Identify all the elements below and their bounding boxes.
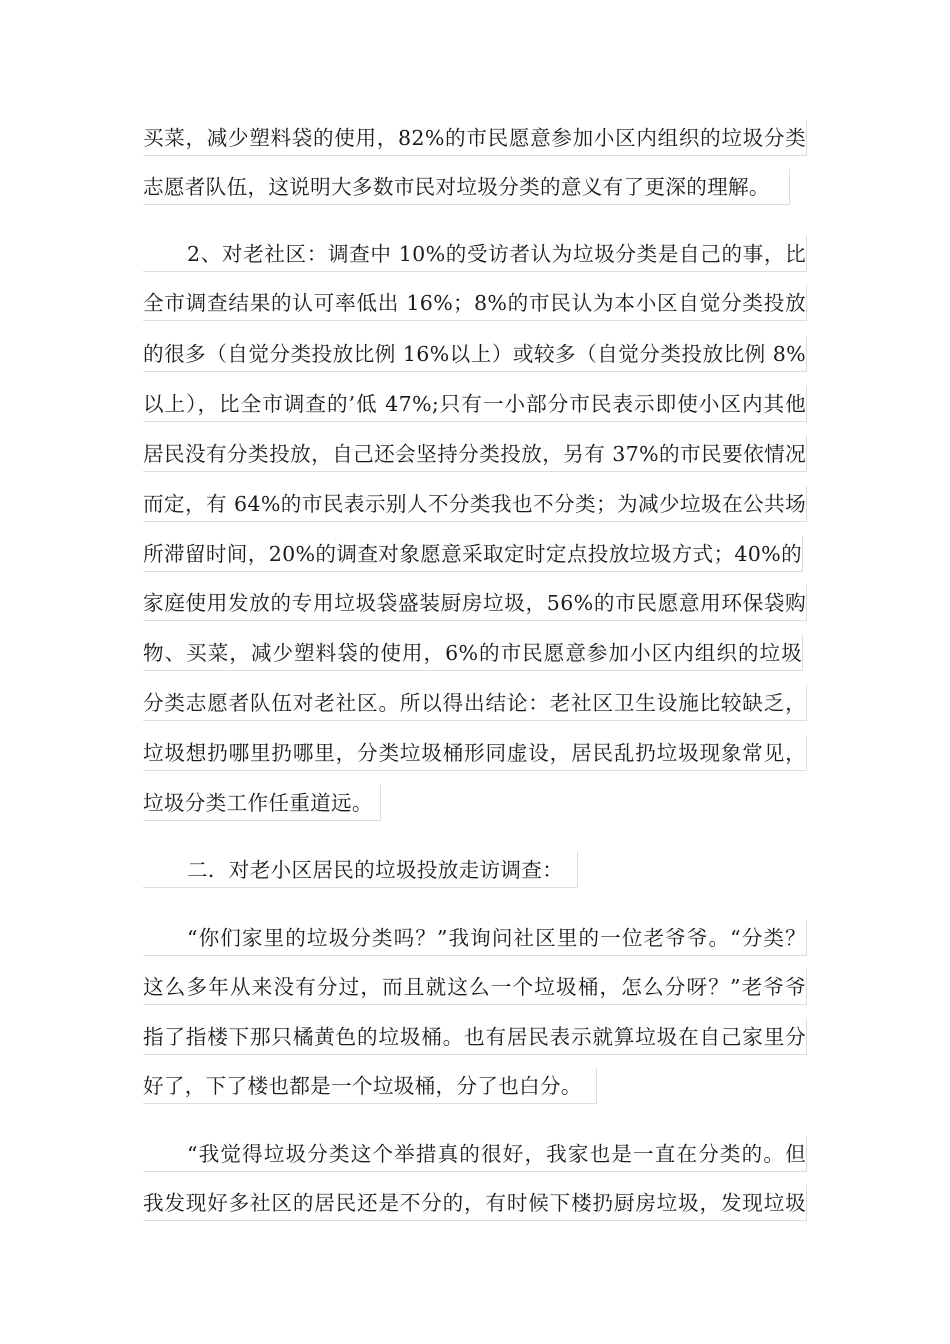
- text-line: 好了，下了楼也都是一个垃圾桶，分了也白分。: [143, 1068, 597, 1104]
- text-line: 以上），比全市调查的’低 47%;只有一小部分市民表示即使小区内其他: [143, 386, 807, 422]
- text-line: 而定，有 64%的市民表示别人不分类我也不分类；为减少垃圾在公共场: [143, 486, 807, 522]
- text-line: 垃圾想扔哪里扔哪里，分类垃圾桶形同虚设，居民乱扔垃圾现象常见，: [143, 735, 807, 771]
- text-line: 全市调查结果的认可率低出 16%；8%的市民认为本小区自觉分类投放: [143, 285, 807, 321]
- paragraph-first-line: 2、对老社区：调查中 10%的受访者认为垃圾分类是自己的事，比: [143, 236, 807, 272]
- text-line: 指了指楼下那只橘黄色的垃圾桶。也有居民表示就算垃圾在自己家里分: [143, 1019, 807, 1055]
- text-line: 居民没有分类投放，自己还会坚持分类投放，另有 37%的市民要依情况: [143, 436, 807, 472]
- text-line: 志愿者队伍，这说明大多数市民对垃圾分类的意义有了更深的理解。: [143, 169, 790, 205]
- text-line: 我发现好多社区的居民还是不分的，有时候下楼扔厨房垃圾，发现垃圾: [143, 1185, 807, 1221]
- text-line: 买菜，减少塑料袋的使用，82%的市民愿意参加小区内组织的垃圾分类: [143, 120, 807, 156]
- text-line: 物、买菜，减少塑料袋的使用，6%的市民愿意参加小区内组织的垃圾: [143, 635, 803, 671]
- paragraph-first-line: “你们家里的垃圾分类吗？”我询问社区里的一位老爷爷。“分类？: [143, 920, 807, 956]
- text-line: 这么多年从来没有分过，而且就这么一个垃圾桶，怎么分呀？”老爷爷: [143, 969, 807, 1005]
- text-line: 分类志愿者队伍对老社区。所以得出结论：老社区卫生设施比较缺乏，: [143, 685, 807, 721]
- text-line: 所滞留时间，20%的调查对象愿意采取定时定点投放垃圾方式；40%的: [143, 536, 803, 572]
- section-heading: 二．对老小区居民的垃圾投放走访调查：: [143, 852, 578, 888]
- text-line: 的很多（自觉分类投放比例 16%以上）或较多（自觉分类投放比例 8%: [143, 336, 807, 372]
- paragraph-first-line: “我觉得垃圾分类这个举措真的很好，我家也是一直在分类的。但: [143, 1136, 807, 1172]
- text-line: 垃圾分类工作任重道远。: [143, 785, 381, 821]
- text-line: 家庭使用发放的专用垃圾袋盛装厨房垃圾，56%的市民愿意用环保袋购: [143, 585, 807, 621]
